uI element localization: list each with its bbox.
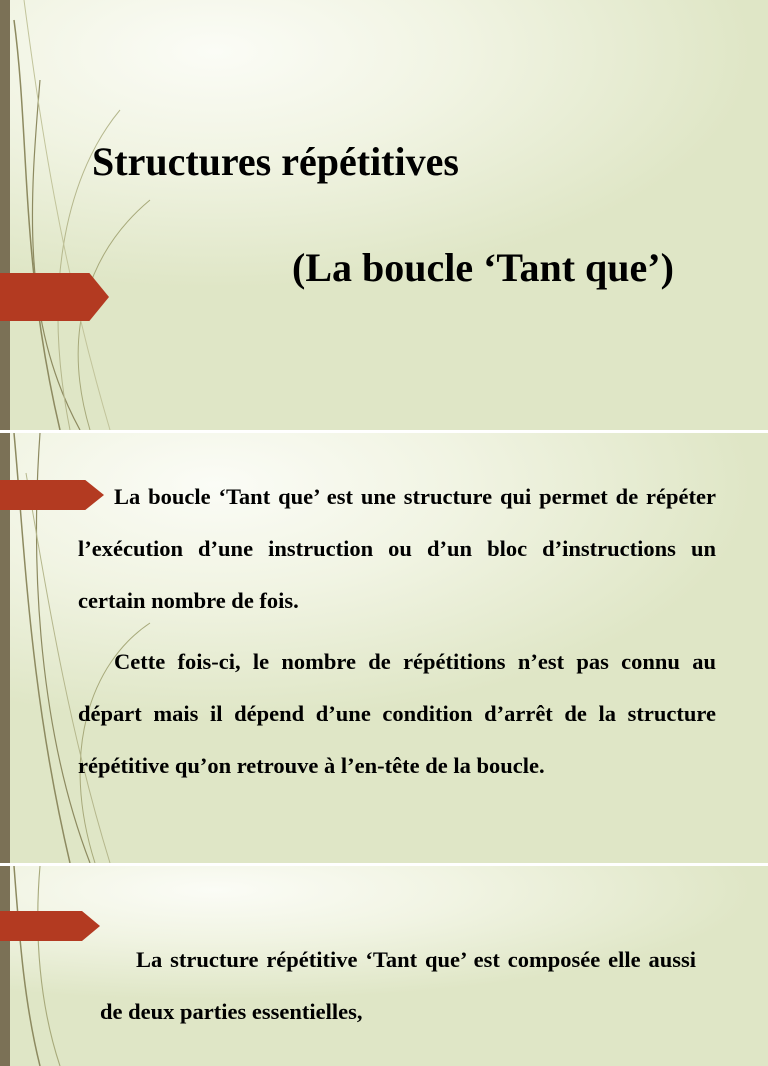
paragraph-structure: La structure répétitive ‘Tant que’ est composée elle aussi de deux parties essentielles, xyxy=(100,947,696,1024)
slide-left-bar xyxy=(0,866,10,1066)
slide-left-bar xyxy=(0,0,10,430)
paragraph-condition: Cette fois-ci, le nombre de répétitions n’est pas connu au départ mais il dépend d’une condition d’arrêt de la structure répétitive qu’on retrouve à l’en-tête de la boucle. xyxy=(78,649,716,778)
slide-structure xyxy=(0,866,768,1066)
slide-definition xyxy=(0,433,768,863)
red-chevron-marker xyxy=(0,273,109,321)
red-chevron-marker xyxy=(0,911,100,941)
decorative-swirl-lines xyxy=(0,0,160,430)
slide-title-text: Structures répétitives xyxy=(92,139,459,184)
slide-title xyxy=(0,0,768,430)
paragraph-definition: La boucle ‘Tant que’ est une structure qui permet de répéter l’exécution d’une instruction ou d’un bloc d’instructions un certain nombre de fois. xyxy=(78,484,716,613)
slide-subtitle-text: (La boucle ‘Tant que’) xyxy=(292,245,674,290)
